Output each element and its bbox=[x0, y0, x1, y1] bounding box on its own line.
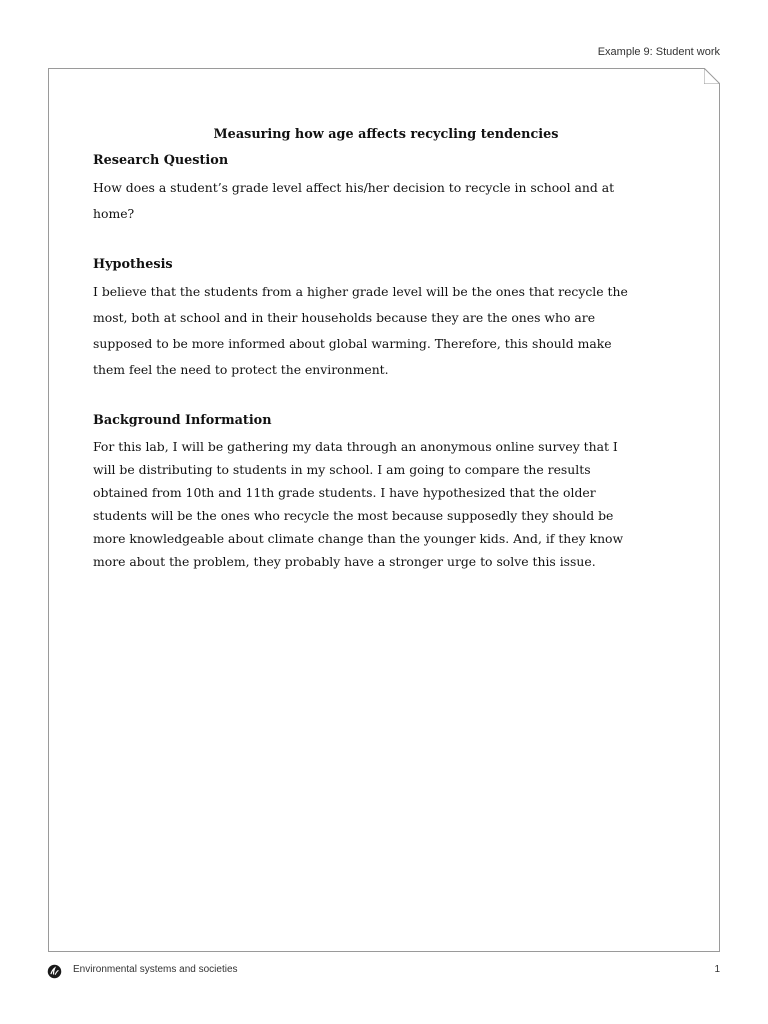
document-frame bbox=[48, 68, 720, 952]
text-line: home? bbox=[93, 206, 135, 221]
footer-subject: Environmental systems and societies bbox=[73, 964, 238, 975]
text-line: For this lab, I will be gathering my data through an anonymous online survey that I bbox=[93, 439, 618, 454]
text-line: will be distributing to students in my school. I am going to compare the results bbox=[93, 462, 591, 477]
text-line: most, both at school and in their households because they are the ones who are bbox=[93, 310, 596, 325]
ib-logo-icon bbox=[47, 964, 62, 979]
text-line: them feel the need to protect the environment. bbox=[93, 362, 389, 377]
text-line: obtained from 10th and 11th grade students. I have hypothesized that the older bbox=[93, 485, 596, 500]
section-heading-hypothesis: Hypothesis bbox=[93, 257, 173, 272]
text-line: I believe that the students from a higher grade level will be the ones that recycle the bbox=[93, 284, 628, 299]
page-header-label: Example 9: Student work bbox=[597, 46, 720, 58]
section-heading-background-information: Background Information bbox=[93, 413, 272, 428]
page-fold-icon bbox=[704, 68, 720, 84]
background-information-text bbox=[93, 435, 653, 573]
document-content bbox=[93, 123, 653, 573]
text-line: How does a student’s grade level affect his/her decision to recycle in school and at bbox=[93, 180, 615, 195]
footer-page-number: 1 bbox=[714, 964, 720, 975]
section-heading-research-question: Research Question bbox=[93, 153, 229, 168]
hypothesis-text bbox=[93, 279, 653, 383]
text-line: more about the problem, they probably have a stronger urge to solve this issue. bbox=[93, 554, 596, 569]
text-line: students will be the ones who recycle the most because supposedly they should be bbox=[93, 508, 614, 523]
text-line: supposed to be more informed about global warming. Therefore, this should make bbox=[93, 336, 612, 351]
text-line: more knowledgeable about climate change than the younger kids. And, if they know bbox=[93, 531, 624, 546]
document-title: Measuring how age affects recycling tendencies bbox=[213, 127, 559, 142]
research-question-text bbox=[93, 175, 653, 227]
